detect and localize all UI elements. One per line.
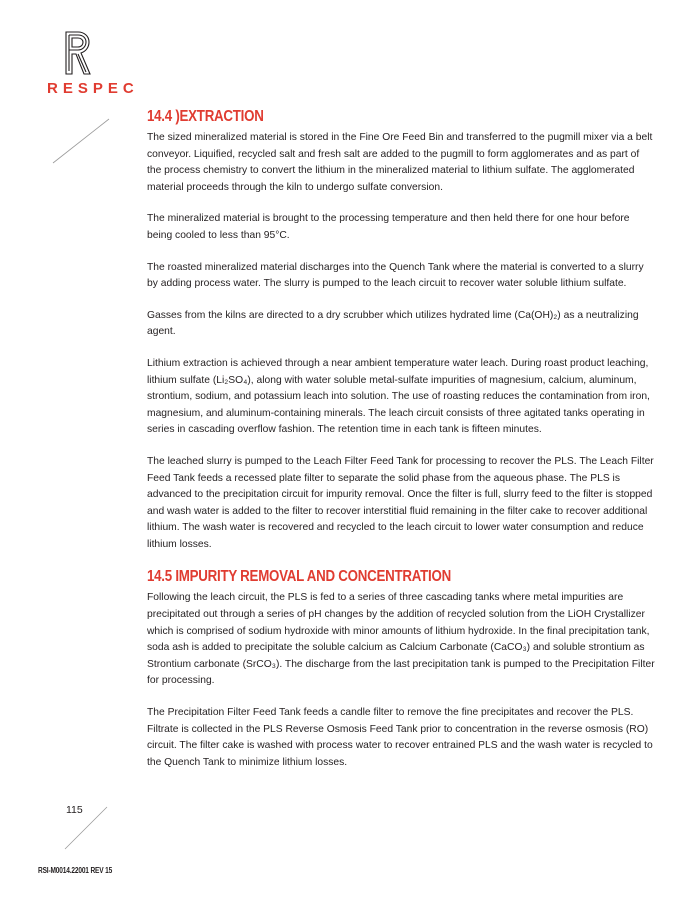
section-impurity-removal — [147, 568, 655, 771]
paragraph: The mineralized material is brought to the processing temperature and then held there for one hour before being cooled to less than 95°C. — [147, 213, 630, 241]
main-content — [147, 108, 655, 786]
section-extraction — [147, 108, 655, 553]
respec-wordmark: RESPEC — [47, 80, 139, 97]
decorative-slash-top — [52, 118, 110, 164]
section-heading: 14.4 )EXTRACTION — [147, 108, 264, 125]
paragraph: Gasses from the kilns are directed to a dry scrubber which utilizes hydrated lime (Ca(OH)₂) as a neutralizing agent. — [147, 309, 639, 338]
page-number: 115 — [66, 804, 83, 816]
document-footer: RSI-M0014.22001 REV 15 — [38, 866, 113, 875]
paragraph: Lithium extraction is achieved through a near ambient temperature water leach. During roast product leaching, lithium sulfate (Li₂SO₄), along with water soluble metal-sulfate impurities of magnesium, calcium, aluminum, strontium, sodium, and potassium leach into solution. The use of roasting reduces the contamination from iron, magnesium, and aluminum-containing minerals. The leach circuit consists of three agitated tanks operating in series in cascading overflow fashion. The retention time in each tank is fifteen minutes. — [147, 357, 650, 436]
paragraph: The Precipitation Filter Feed Tank feeds a candle filter to remove the fine precipitates and recover the PLS. Filtrate is collected in the PLS Reverse Osmosis Feed Tank prior to concentration in the reverse osmosis (RO) circuit. The filter cake is washed with process water to recover entrained PLS and the wash water is recycled to the Quench Tank to minimize lithium losses. — [147, 707, 653, 768]
paragraph: The leached slurry is pumped to the Leach Filter Feed Tank for processing to recover the PLS. The Leach Filter Feed Tank feeds a recessed plate filter to separate the solid phase from the aqueous phase. The PLS is advanced to the precipitation circuit for impurity removal. Once the filter is full, slurry feed to the filter is stopped and wash water is added to the filter to recover interstitial fluid remaining in the filter cake to recover additional lithium. The wash water is recovered and recycled to the leach circuit to lower water consumption and reduce lithium losses. — [147, 455, 654, 550]
respec-logo-icon — [44, 28, 114, 78]
paragraph: The roasted mineralized material discharges into the Quench Tank where the material is converted to a slurry by adding process water. The slurry is pumped to the leach circuit to recover water soluble lithium sulfate. — [147, 261, 644, 290]
paragraph: The sized mineralized material is stored in the Fine Ore Feed Bin and transferred to the pugmill mixer via a belt conveyor. Liquified, recycled salt and fresh salt are added to the pugmill to form agglomerates and as part of the process chemistry to convert the lithium in the mineralized material to lithium sulfate. The agglomerated material proceeds through the kiln to undergo sulfate conversion. — [147, 132, 653, 193]
section-heading: 14.5 IMPURITY REMOVAL AND CONCENTRATION — [147, 568, 451, 586]
paragraph: Following the leach circuit, the PLS is fed to a series of three cascading tanks where metal impurities are precipitated out through a series of pH changes by the addition of recycled solution from the LiOH Crystallizer which is comprised of sodium hydroxide with minor amounts of lithium hydroxide. In the final precipitation tank, soda ash is added to precipitate the soluble calcium as Calcium Carbonate (CaCO₃) and soluble strontium as Strontium carbonate (SrCO₃). The discharge from the last precipitation tank is pumped to the Precipitation Filter for processing. — [147, 592, 655, 687]
